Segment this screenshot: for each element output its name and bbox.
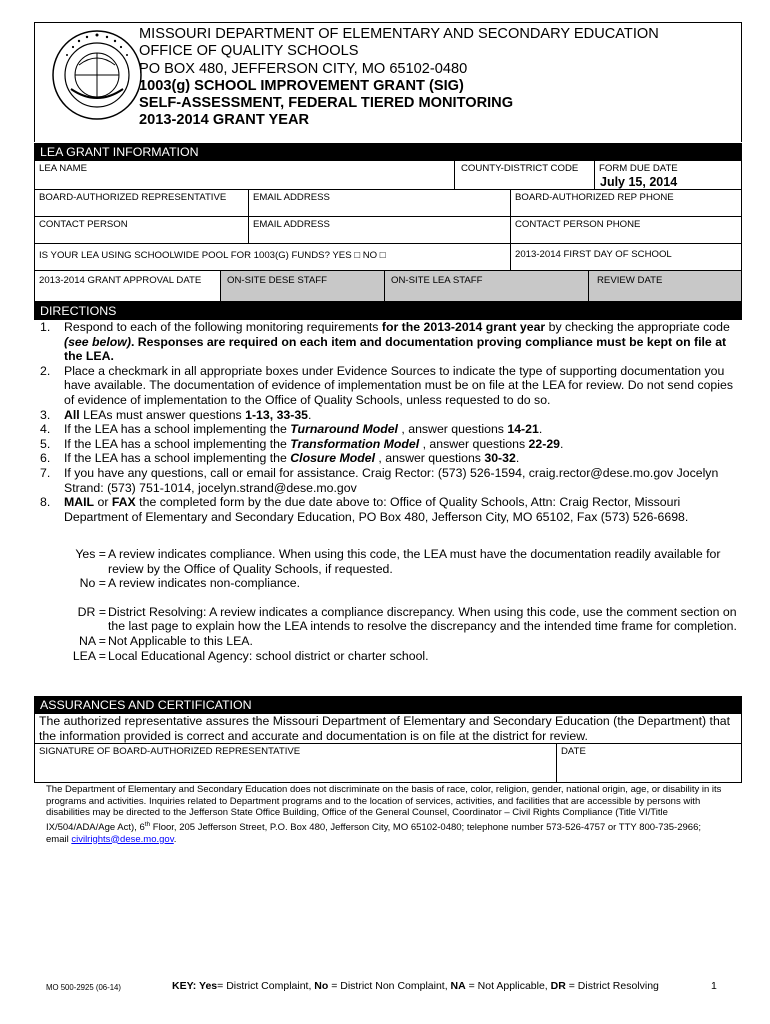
form-due-date-label: FORM DUE DATE xyxy=(599,163,678,174)
code-na xyxy=(34,634,742,649)
board-rep-email-field[interactable] xyxy=(249,190,511,216)
contact-phone-field[interactable] xyxy=(511,217,741,243)
direction-number: 2. xyxy=(40,363,51,378)
code-lea-desc: Local Educational Agency: school district or charter school. xyxy=(108,648,429,663)
review-date-label: REVIEW DATE xyxy=(597,275,663,286)
direction-text: MAIL or FAX the completed form by the due date above to: Office of Quality Schools, Attn: Craig Rector, Missouri Department of Elementary and Secondary Education, PO Box 480, Jefferson City, MO 65102, Fax (573) 526-6698. xyxy=(64,495,689,524)
code-no-key: No = xyxy=(79,576,106,591)
code-yes xyxy=(34,547,742,576)
civil-rights-email-link[interactable]: civilrights@dese.mo.gov xyxy=(71,833,174,845)
grant-approval-date-label: 2013-2014 GRANT APPROVAL DATE xyxy=(39,275,202,286)
onsite-lea-staff-field[interactable] xyxy=(385,271,589,301)
direction-item xyxy=(34,422,742,437)
board-rep-phone-field[interactable] xyxy=(511,190,741,216)
direction-item xyxy=(34,437,742,452)
lea-row-2 xyxy=(34,190,742,217)
missouri-state-seal-icon xyxy=(49,27,145,123)
lea-name-label: LEA NAME xyxy=(39,163,87,174)
lea-row-5 xyxy=(34,271,742,302)
direction-text: If the LEA has a school implementing the Closure Model , answer questions 30-32. xyxy=(64,451,520,466)
footer-key: KEY: Yes= District Complaint, No = District Non Complaint, NA = Not Applicable, DR = District Resolving xyxy=(172,980,659,992)
response-codes xyxy=(34,547,742,663)
direction-number: 5. xyxy=(40,436,51,451)
board-rep-field[interactable] xyxy=(35,190,249,216)
form-due-date-field xyxy=(595,161,741,189)
onsite-lea-staff-label: ON-SITE LEA STAFF xyxy=(391,275,483,286)
form-header xyxy=(34,22,742,142)
code-dr-desc: District Resolving: A review indicates a compliance discrepancy. When using this code, use the comment section on the last page to explain how the LEA intends to resolve the discrepancy and the intended time frame for completion. xyxy=(108,604,737,634)
schoolwide-pool-question[interactable] xyxy=(35,244,511,270)
section-directions: DIRECTIONS xyxy=(34,302,742,320)
direction-item xyxy=(34,466,742,495)
county-district-code-label: COUNTY-DISTRICT CODE xyxy=(461,163,579,174)
code-dr-key: DR = xyxy=(77,604,106,619)
grant-approval-date-field[interactable] xyxy=(35,271,221,301)
nondiscrimination-end: . xyxy=(173,833,177,845)
signature-field[interactable] xyxy=(35,744,557,782)
form-number: MO 500-2925 (06-14) xyxy=(46,983,121,992)
direction-number: 1. xyxy=(40,320,51,334)
direction-text: If the LEA has a school implementing the Turnaround Model , answer questions 14-21. xyxy=(64,422,543,437)
onsite-dese-staff-label: ON-SITE DESE STAFF xyxy=(227,275,328,286)
direction-number: 8. xyxy=(40,495,51,510)
direction-text: Place a checkmark in all appropriate boxes under Evidence Sources to indicate the type of supporting documentation you have available. The documentation of evidence of implementation must be on file at the LEA for review. Do not send copies of evidence of implementation to the Office of Quality Schools, unless requested to do so. xyxy=(64,363,733,407)
contact-person-label: CONTACT PERSON xyxy=(39,219,128,230)
board-rep-phone-label: BOARD-AUTHORIZED REP PHONE xyxy=(515,192,674,203)
directions-list xyxy=(34,320,742,524)
onsite-dese-staff-field[interactable] xyxy=(221,271,385,301)
code-dr xyxy=(34,605,742,634)
header-subtitle: SELF-ASSESSMENT, FEDERAL TIERED MONITORING xyxy=(139,95,514,112)
code-no xyxy=(34,576,742,591)
direction-text: If the LEA has a school implementing the Transformation Model , answer questions 22-29. xyxy=(64,436,564,451)
assurance-statement: The authorized representative assures the Missouri Department of Elementary and Secondary Education (the Department) that the information provided is correct and accurate and documentation is on file at the district for review. xyxy=(34,714,742,746)
lea-name-field[interactable] xyxy=(35,161,455,189)
code-na-key: NA = xyxy=(78,633,106,648)
code-lea-key: LEA = xyxy=(72,648,106,663)
header-grant-year: 2013-2014 GRANT YEAR xyxy=(139,112,310,129)
code-na-desc: Not Applicable to this LEA. xyxy=(108,633,253,648)
lea-row-4 xyxy=(34,244,742,271)
review-date-field[interactable] xyxy=(589,271,741,301)
nondiscrimination-statement xyxy=(46,784,726,845)
direction-text: If you have any questions, call or email for assistance. Craig Rector: (573) 526-1594, craig.rector@dese.mo.gov Jocelyn Strand: (573) 751-1014, jocelyn.strand@dese.mo.gov xyxy=(64,465,719,495)
nondiscrimination-text: The Department of Elementary and Secondary Education does not discriminate on the basis of race, color, religion, gender, national origin, age, or disability in its programs and activities. Inquiries related to Department programs and to the location of services, activities, and facilities that are accessible by persons with disabilities may be directed to the Jefferson State Office Building, Office of the General Counsel, Coordinator – Civil Rights Compliance (Title VI/Title IX/504/ADA/Age Act), 6 xyxy=(46,784,722,833)
direction-number: 7. xyxy=(40,465,51,480)
contact-person-field[interactable] xyxy=(35,217,249,243)
form-due-date-value: July 15, 2014 xyxy=(600,175,678,189)
contact-email-field[interactable] xyxy=(249,217,511,243)
direction-item xyxy=(34,364,742,408)
direction-text: All LEAs must answer questions 1-13, 33-35. xyxy=(64,407,312,422)
nondiscrimination-sup: th xyxy=(144,820,151,828)
signature-label: SIGNATURE OF BOARD-AUTHORIZED REPRESENTATIVE xyxy=(39,746,301,757)
direction-number: 6. xyxy=(40,451,51,466)
county-district-code-field[interactable] xyxy=(455,161,595,189)
section-lea-grant-information: LEA GRANT INFORMATION xyxy=(34,143,742,161)
header-office: OFFICE OF QUALITY SCHOOLS xyxy=(139,43,359,60)
header-text xyxy=(139,26,659,130)
date-field[interactable] xyxy=(557,744,741,782)
direction-item xyxy=(34,495,742,524)
code-lea xyxy=(34,649,742,664)
code-yes-desc: A review indicates compliance. When using this code, the LEA must have the documentation readily available for review by the Office of Quality Schools, if requested. xyxy=(108,547,721,576)
direction-text: Respond to each of the following monitoring requirements for the 2013-2014 grant year by checking the appropriate code (see below). Responses are required on each item and documentation proving compliance must be kept on file at the LEA. xyxy=(64,320,730,364)
header-grant-title: 1003(g) SCHOOL IMPROVEMENT GRANT (SIG) xyxy=(139,77,464,94)
direction-item xyxy=(34,451,742,466)
date-label: DATE xyxy=(561,746,586,757)
direction-number: 4. xyxy=(40,422,51,437)
contact-phone-label: CONTACT PERSON PHONE xyxy=(515,219,641,230)
lea-row-1 xyxy=(34,161,742,190)
board-rep-email-label: EMAIL ADDRESS xyxy=(253,192,330,203)
schoolwide-pool-label: IS YOUR LEA USING SCHOOLWIDE POOL FOR 1003(G) FUNDS? YES □ NO □ xyxy=(39,250,386,261)
first-day-of-school-field[interactable] xyxy=(511,244,741,270)
direction-number: 3. xyxy=(40,407,51,422)
contact-email-label: EMAIL ADDRESS xyxy=(253,219,330,230)
board-rep-label: BOARD-AUTHORIZED REPRESENTATIVE xyxy=(39,192,227,203)
header-address: PO BOX 480, JEFFERSON CITY, MO 65102-0480 xyxy=(139,60,468,77)
code-yes-key: Yes = xyxy=(75,547,106,561)
direction-item xyxy=(34,320,742,364)
code-no-desc: A review indicates non-compliance. xyxy=(108,576,301,591)
section-assurances: ASSURANCES AND CERTIFICATION xyxy=(34,696,742,714)
lea-row-3 xyxy=(34,217,742,244)
direction-item xyxy=(34,408,742,423)
signature-row xyxy=(34,743,742,783)
header-department: MISSOURI DEPARTMENT OF ELEMENTARY AND SECONDARY EDUCATION xyxy=(139,26,659,42)
nondiscrimination-text2: Floor, 205 Jefferson Street, P.O. Box 480, Jefferson City, MO 65102-0480; telephone number 573-526-4757 or TTY 800-735-2966; email xyxy=(46,821,701,845)
page-number: 1 xyxy=(711,980,717,992)
first-day-of-school-label: 2013-2014 FIRST DAY OF SCHOOL xyxy=(515,249,672,260)
